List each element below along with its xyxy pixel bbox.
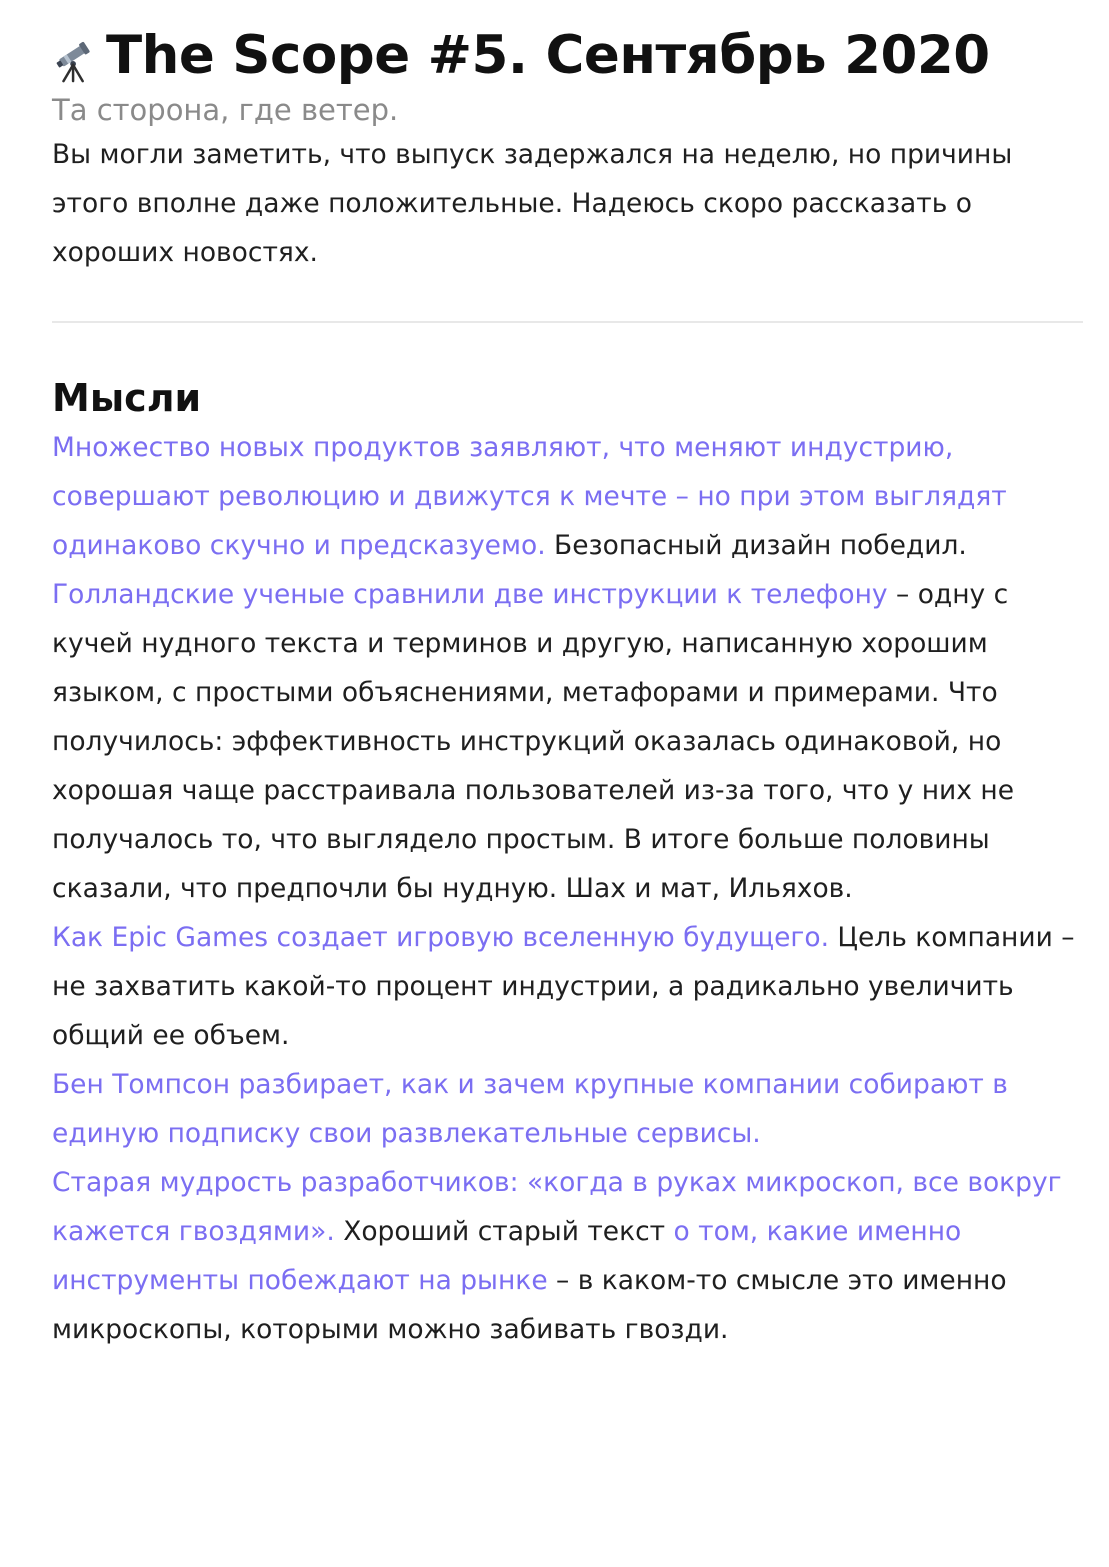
list-item (52, 570, 1083, 913)
telescope-icon (52, 38, 98, 84)
article-link[interactable]: Голландские ученые сравнили две инструкции к телефону (52, 579, 888, 610)
intro-paragraph: Вы могли заметить, что выпуск задержался на неделю, но причины этого вполне даже положительные. Надеюсь скоро рассказать о хороших новостях. (52, 139, 1013, 268)
list-item (52, 1060, 1083, 1158)
page-header (52, 24, 1083, 88)
article-link-secondary[interactable]: о том, какие именно инструменты побеждают на рынке (52, 1216, 962, 1296)
page-subtitle: Та сторона, где ветер. (52, 93, 399, 127)
paragraph-text: – одну с кучей нудного текста и терминов и другую, написанную хорошим языком, с простыми объяснениями, метафорами и примерами. Что получилось: эффективность инструкций оказалась одинаковой, но хорошая чаще расстраивала пользователей из-за того, что у них не получалось то, что выглядело простым. В итоге больше половины сказали, что предпочли бы нудную. Шах и мат, Ильяхов. (52, 579, 1015, 904)
paragraph-text: Хороший старый текст (334, 1216, 674, 1247)
paragraph-text: Цель компании – не захватить какой-то процент индустрии, а радикально увеличить общий ее объем. (52, 922, 1075, 1051)
paragraph-text: Безопасный дизайн победил. (545, 530, 967, 561)
list-item (52, 913, 1083, 1060)
paragraph-text: – в каком-то смысле это именно микроскопы, которыми можно забивать гвозди. (52, 1265, 1007, 1345)
article-link[interactable]: Старая мудрость разработчиков: «когда в руках микроскоп, все вокруг кажется гвоздями». (52, 1167, 1062, 1247)
page-title: The Scope #5. Сентябрь 2020 (106, 25, 990, 86)
list-item (52, 423, 1083, 570)
list-item (52, 1158, 1083, 1354)
section-heading: Мысли (52, 376, 202, 420)
article-link[interactable]: Бен Томпсон разбирает, как и зачем крупные компании собирают в единую подписку свои развлекательные сервисы. (52, 1069, 1008, 1149)
article-link[interactable]: Как Epic Games создает игровую вселенную будущего. (52, 922, 829, 953)
article-link[interactable]: Множество новых продуктов заявляют, что меняют индустрию, совершают революцию и движутся к мечте – но при этом выглядят одинаково скучно и предсказуемо. (52, 432, 1007, 561)
section-divider (52, 321, 1083, 323)
